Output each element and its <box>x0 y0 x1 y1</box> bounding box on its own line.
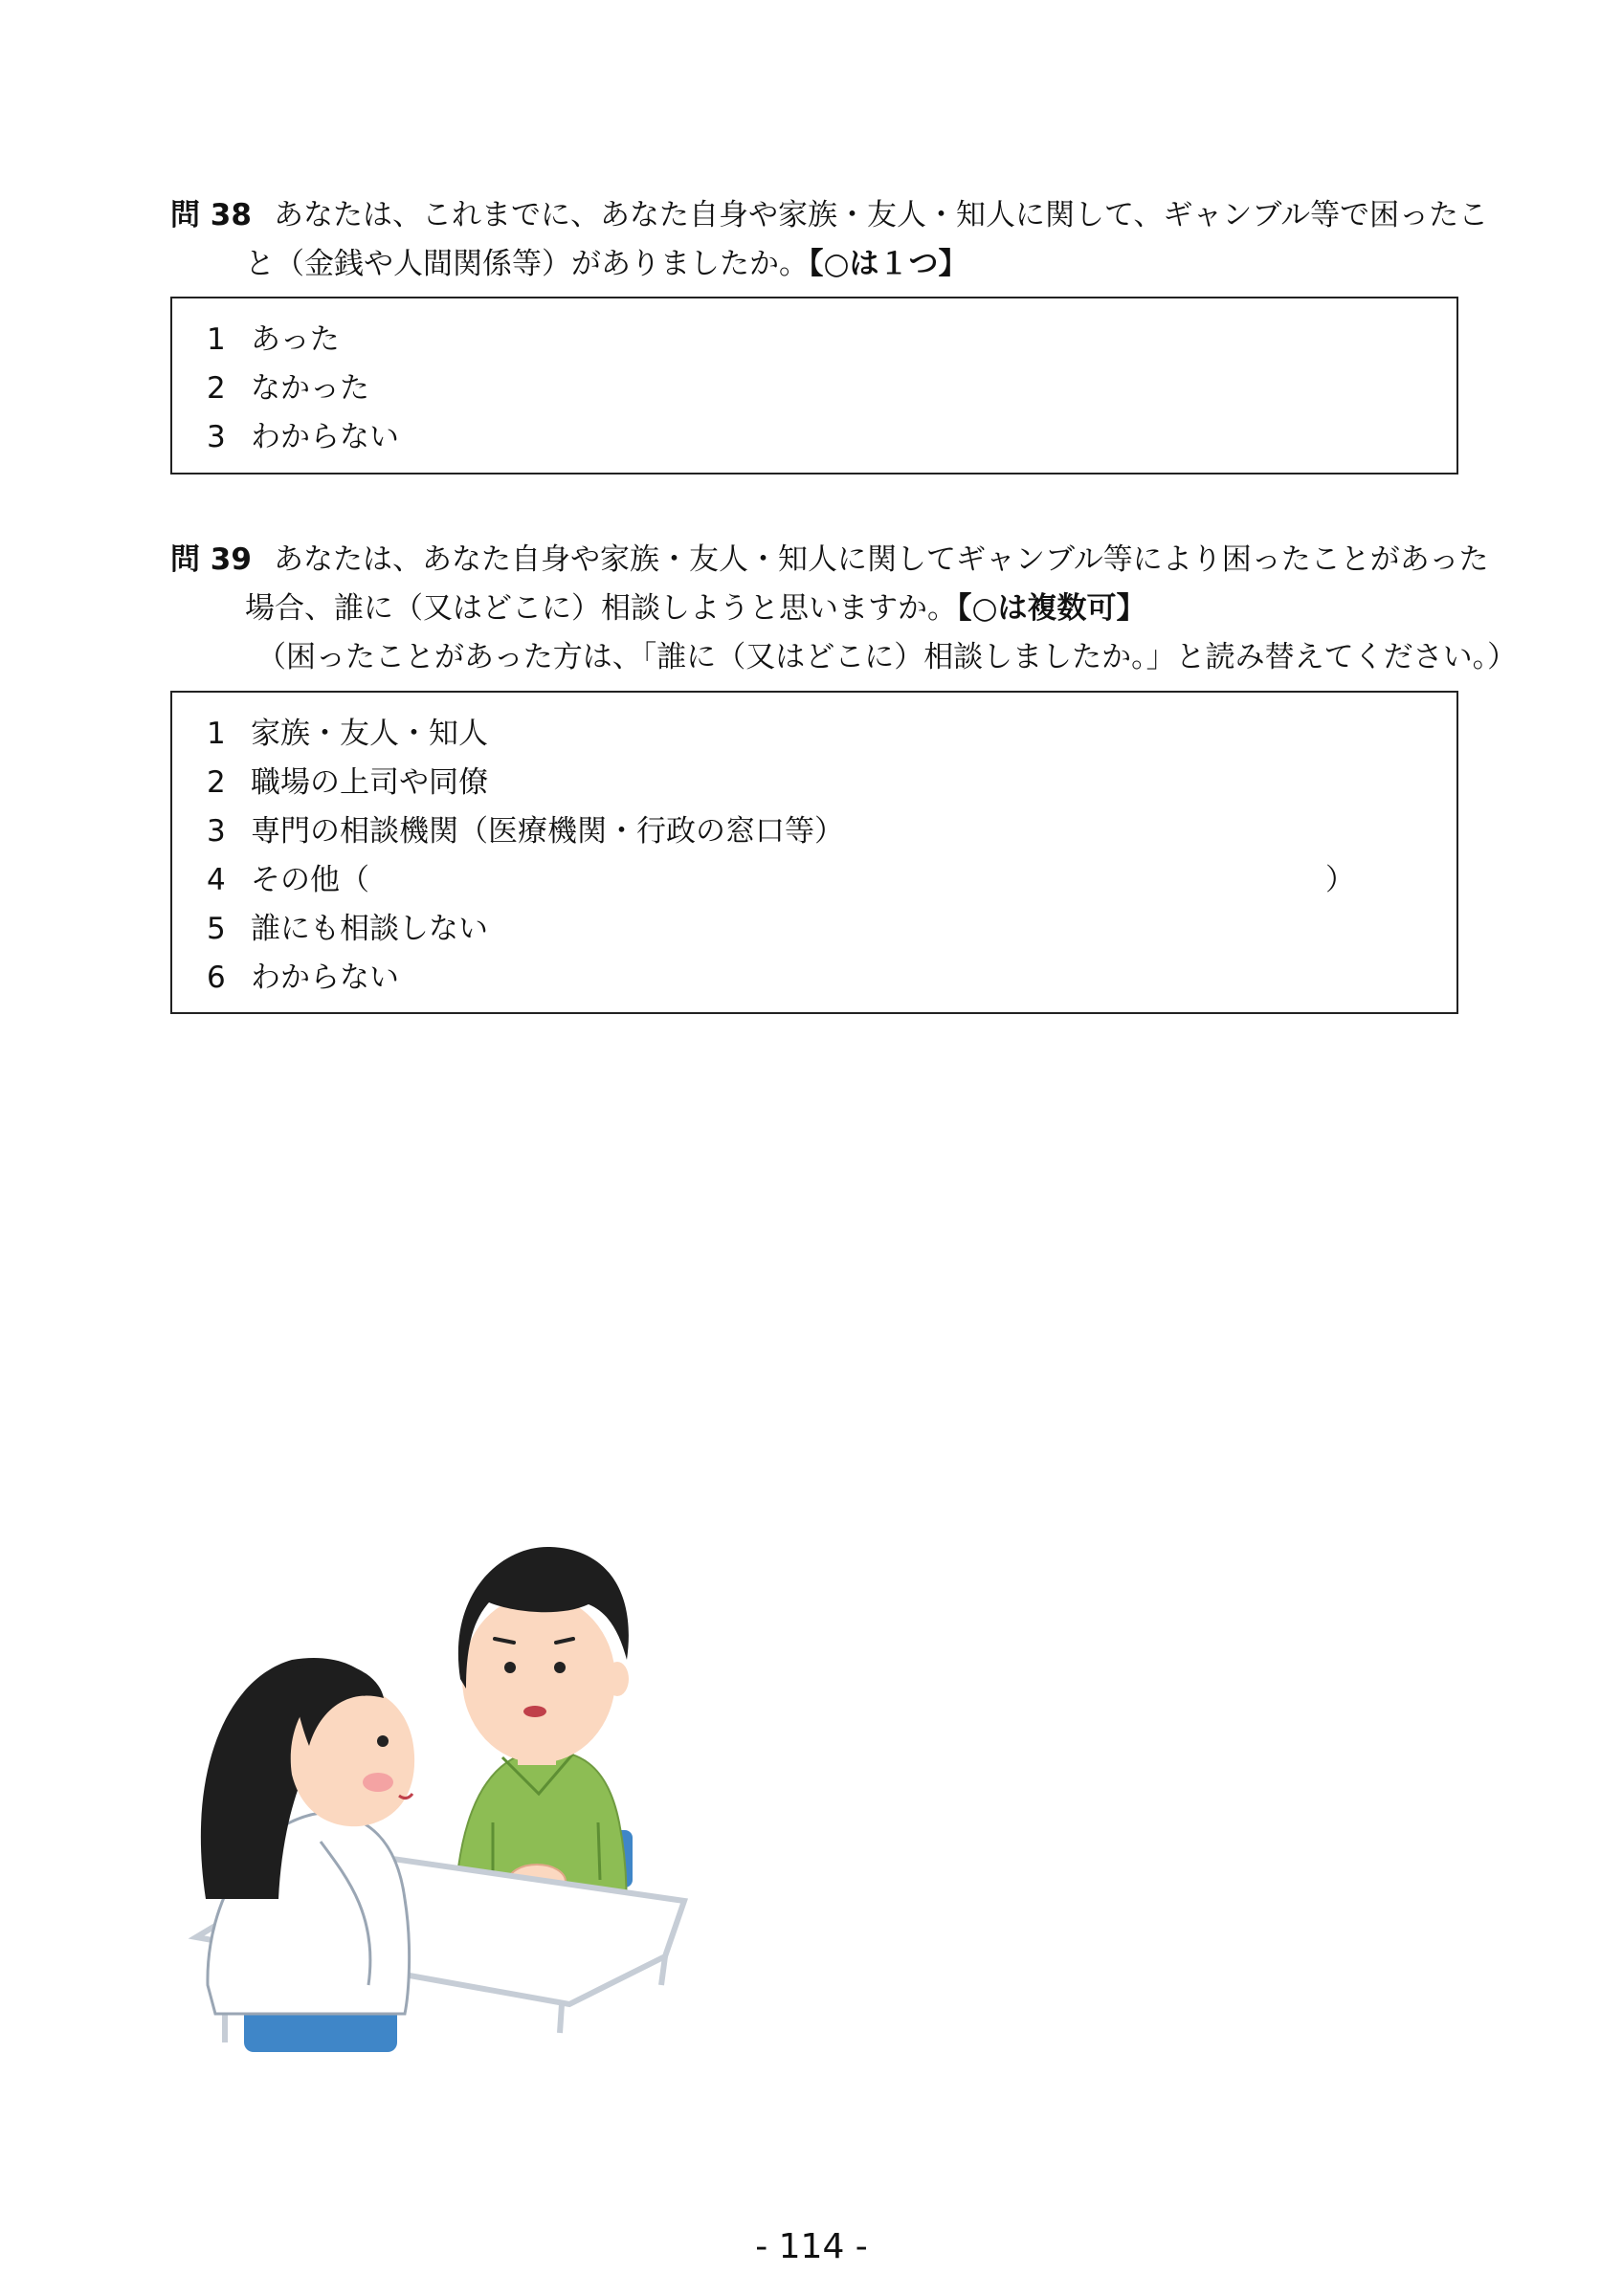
option-number: 1 <box>207 717 226 751</box>
woman-cheek <box>363 1773 393 1792</box>
question-39-text-line1: あなたは、あなた自身や家族・友人・知人に関してギャンブル等により困ったことがあった <box>274 542 1489 577</box>
option-label: その他（ <box>251 863 369 897</box>
option-label: 職場の上司や同僚 <box>251 765 488 800</box>
option-number: 1 <box>207 322 226 357</box>
option-item[interactable] <box>172 364 1456 413</box>
option-item[interactable] <box>172 759 1456 807</box>
option-item[interactable] <box>172 954 1456 1003</box>
man-eye-left <box>504 1662 516 1673</box>
question-38-number: 問 38 <box>170 198 252 232</box>
option-label: 誰にも相談しない <box>251 912 488 946</box>
option-number: 3 <box>207 420 226 454</box>
question-38-instruction: 【○は１つ】 <box>809 247 968 281</box>
question-39-options <box>170 691 1458 1014</box>
other-close-paren: ） <box>1325 863 1355 897</box>
man-face <box>462 1595 615 1763</box>
option-number: 2 <box>207 371 226 406</box>
option-number: 6 <box>207 960 226 995</box>
option-item[interactable] <box>172 316 1456 364</box>
option-label: わからない <box>251 420 399 454</box>
option-label: わからない <box>251 960 399 995</box>
option-number: 3 <box>207 814 226 849</box>
option-item[interactable] <box>172 807 1456 856</box>
question-39-number: 問 39 <box>170 542 252 577</box>
question-38-text-line2: と（金銭や人間関係等）がありましたか。 <box>245 247 809 281</box>
question-38 <box>170 191 1489 289</box>
question-39-note: （困ったことがあった方は、「誰に（又はどこに）相談しましたか。」と読み替えてください。） <box>256 640 1518 674</box>
page-number: - 114 - <box>755 2227 868 2266</box>
option-number: 2 <box>207 765 226 800</box>
option-item-other[interactable] <box>172 856 1456 905</box>
man-eye-right <box>554 1662 566 1673</box>
question-39-text-line2: 場合、誰に（又はどこに）相談しようと思いますか。 <box>245 591 957 626</box>
question-38-text-line1: あなたは、これまでに、あなた自身や家族・友人・知人に関して、ギャンブル等で困ったこ <box>274 198 1489 232</box>
man-mouth <box>523 1706 546 1717</box>
option-label: 専門の相談機関（医療機関・行政の窓口等） <box>251 814 844 849</box>
option-number: 5 <box>207 912 226 946</box>
option-item[interactable] <box>172 905 1456 954</box>
option-item[interactable] <box>172 413 1456 462</box>
option-number: 4 <box>207 863 226 897</box>
option-label: 家族・友人・知人 <box>251 717 488 751</box>
woman-eye <box>377 1735 389 1747</box>
question-39 <box>170 536 1518 682</box>
option-label: なかった <box>251 371 369 406</box>
man-ear <box>606 1662 629 1696</box>
option-item[interactable] <box>172 710 1456 759</box>
option-label: あった <box>251 322 340 357</box>
question-39-instruction: 【○は複数可】 <box>957 591 1146 626</box>
question-38-options <box>170 297 1458 475</box>
consultation-illustration <box>187 1535 703 2071</box>
